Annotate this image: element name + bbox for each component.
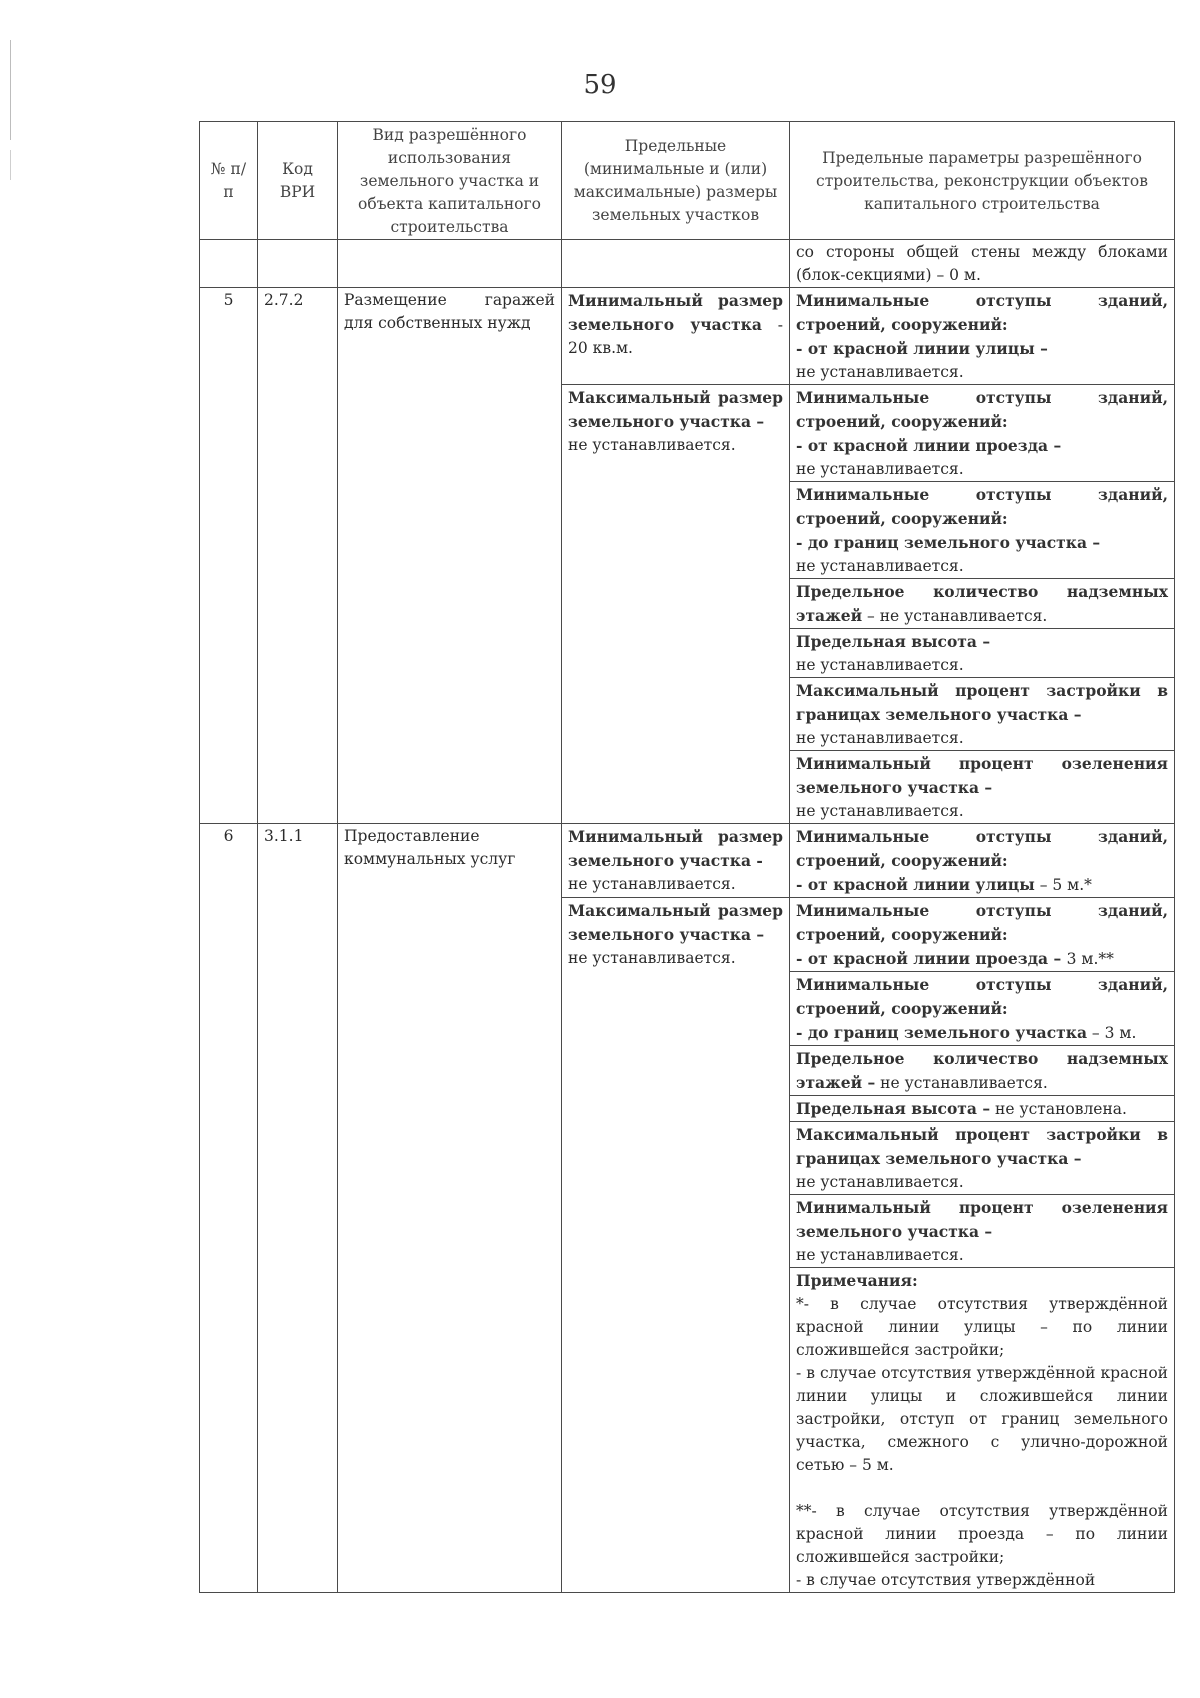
param-cell: Предельное количество надземных этажей – не устанавливается. xyxy=(790,1046,1175,1096)
note-item: - в случае отсутствия утверждённой красной линии улицы и сложившейся линии застройки, отступ от границ земельного участка, смежного с улично-дорожной сетью – 5 м. xyxy=(796,1364,1168,1474)
row-code: 3.1.1 xyxy=(258,824,338,1593)
row-code: 2.7.2 xyxy=(258,288,338,824)
notes-title: Примечания: xyxy=(796,1271,918,1290)
min-plot-size-cell: Минимальный размер земельного участка - не устанавливается. xyxy=(562,824,790,898)
param-cell: Минимальные отступы зданий, строений, сооружений: - от красной линии проезда – не устанавливается. xyxy=(790,385,1175,482)
param-cell: Предельное количество надземных этажей – не устанавливается. xyxy=(790,579,1175,629)
row-use-name: Предоставление коммунальных услуг xyxy=(338,824,562,1593)
header-plot-size: Предельные (минимальные и (или) максимальные) размеры земельных участков xyxy=(562,122,790,240)
min-plot-size-cell: Минимальный размер земельного участка - 20 кв.м. xyxy=(562,288,790,385)
param-cell: Минимальный процент озеленения земельного участка – не устанавливается. xyxy=(790,1195,1175,1268)
note-item: - в случае отсутствия утверждённой xyxy=(796,1571,1096,1589)
scan-margin-line xyxy=(10,150,11,180)
page-number: 59 xyxy=(583,70,617,100)
header-use-type: Вид разрешённого использования земельного участка и объекта капитального строительства xyxy=(338,122,562,240)
param-cell: Минимальные отступы зданий, строений, сооружений: - от красной линии улицы – 5 м.* xyxy=(790,824,1175,898)
max-plot-size-cell: Максимальный размер земельного участка – не устанавливается. xyxy=(562,385,790,824)
continuation-cell: со стороны общей стены между блоками (блок-секциями) – 0 м. xyxy=(790,240,1175,288)
header-code: Код ВРИ xyxy=(258,122,338,240)
regulations-table xyxy=(199,121,1175,1593)
param-cell: Минимальные отступы зданий, строений, сооружений: - от красной линии проезда – 3 м.** xyxy=(790,898,1175,972)
table-header-row xyxy=(200,122,1175,240)
table-row xyxy=(200,288,1175,385)
param-cell: Минимальные отступы зданий, строений, сооружений: - от красной линии улицы – не устанавливается. xyxy=(790,288,1175,385)
param-cell: Максимальный процент застройки в границах земельного участка – не устанавливается. xyxy=(790,678,1175,751)
param-cell: Предельная высота – не устанавливается. xyxy=(790,629,1175,678)
param-cell: Минимальные отступы зданий, строений, сооружений: - до границ земельного участка – 3 м. xyxy=(790,972,1175,1046)
note-item: *- в случае отсутствия утверждённой красной линии улицы – по линии сложившейся застройки; xyxy=(796,1295,1168,1359)
max-plot-size-cell: Максимальный размер земельного участка – не устанавливается. xyxy=(562,898,790,1593)
param-cell: Минимальные отступы зданий, строений, сооружений: - до границ земельного участка – не устанавливается. xyxy=(790,482,1175,579)
row-use-name: Размещение гаражей для собственных нужд xyxy=(338,288,562,824)
param-cell: Минимальный процент озеленения земельного участка – не устанавливается. xyxy=(790,751,1175,824)
header-construction-params: Предельные параметры разрешённого строительства, реконструкции объектов капитального строительства xyxy=(790,122,1175,240)
param-cell: Максимальный процент застройки в границах земельного участка – не устанавливается. xyxy=(790,1122,1175,1195)
param-cell: Предельная высота – не установлена. xyxy=(790,1096,1175,1122)
header-number: № п/п xyxy=(200,122,258,240)
row-number: 5 xyxy=(200,288,258,824)
row-number: 6 xyxy=(200,824,258,1593)
note-item: **- в случае отсутствия утверждённой красной линии проезда – по линии сложившейся застройки; xyxy=(796,1502,1168,1566)
notes-cell xyxy=(790,1268,1175,1593)
table-row xyxy=(200,240,1175,288)
table-row xyxy=(200,824,1175,898)
